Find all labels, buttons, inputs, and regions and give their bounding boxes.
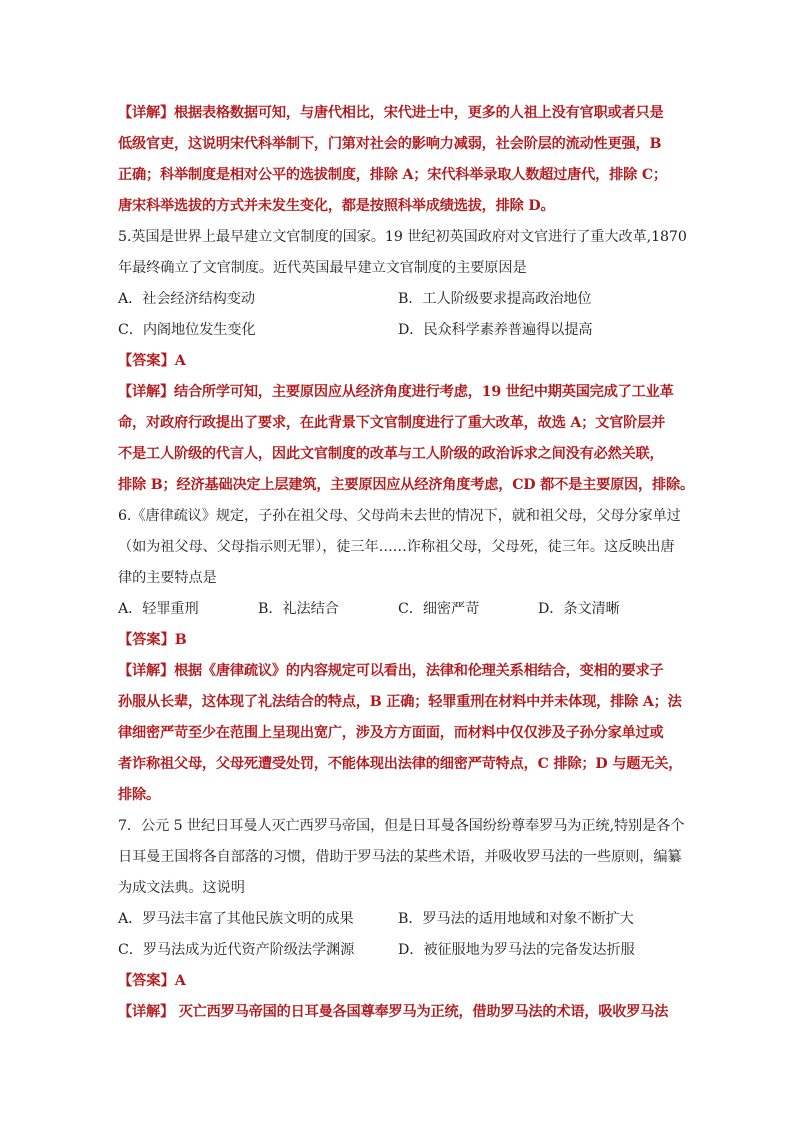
question-stem-line: 7．公元 5 世纪日耳曼人灭亡西罗马帝国，但是日耳曼各国纷纷尊奉罗马为正统,特别是各个 [118,818,685,834]
answer-label: 【答案】B [118,632,187,648]
question-stem-line: 律的主要特点是 [118,570,217,586]
option-a: A．轻罪重刑 [118,601,199,617]
option-c: C．内阁地位发生变化 [118,322,256,338]
question-stem-line: （如为祖父母、父母指示则无罪），徒三年……诈称祖父母，父母死，徒三年。这反映出唐 [118,539,675,555]
options-row [118,315,678,346]
question-5 [118,222,694,501]
option-a: A．社会经济结构变动 [118,291,255,307]
option-b: B．罗马法的适用地域和对象不断扩大 [398,911,634,927]
question-6 [118,501,683,811]
detail-line: 不是工人阶级的代言人，因此文官制度的改革与工人阶级的政治诉求之间没有必然关联， [118,446,664,462]
detail-line: 律细密严苛至少在范围上呈现出宽广，涉及方方面面，而材料中仅仅涉及子孙分家单过或 [118,725,664,741]
document-page [118,98,694,1028]
question-stem-line: 日耳曼王国将各自部落的习惯，借助于罗马法的某些术语，并吸收罗马法的一些原则，编纂 [118,849,682,865]
detail-line: 命，对政府行政提出了要求，在此背景下文官制度进行了重大改革，故选 A；文官阶层并 [118,415,666,431]
detail-line: 唐宋科举选拔的方式并未发生变化，都是按照科举成绩选拔，排除 D。 [118,198,555,214]
option-d: D．条文清晰 [538,601,620,617]
options-row [118,935,678,966]
question-stem-line: 5.英国是世界上最早建立文官制度的国家。19 世纪初英国政府对文官进行了重大改革,1870 [118,229,687,245]
options-row [118,904,678,935]
detail-line: 【详解】根据表格数据可知，与唐代相比，宋代进士中，更多的人祖上没有官职或者只是 [118,105,664,121]
question-stem-line: 年最终确立了文官制度。近代英国最早建立文官制度的主要原因是 [118,260,527,276]
question-stem-line: 为成文法典。这说明 [118,880,245,896]
option-a: A．罗马法丰富了其他民族文明的成果 [118,911,354,927]
option-c: C．细密严苛 [398,601,480,617]
option-d: D．民众科学素养普遍得以提高 [398,322,593,338]
question-7 [118,811,685,1028]
detail-line: 【详解】结合所学可知，主要原因应从经济角度进行考虑，19 世纪中期英国完成了工业革 [118,384,674,400]
options-row [118,594,678,625]
detail-line: 低级官吏，这说明宋代科举制下，门第对社会的影响力减弱，社会阶层的流动性更强，B [118,136,662,152]
options-row [118,284,678,315]
detail-line: 排除 B；经济基础决定上层建筑，主要原因应从经济角度考虑，CD 都不是主要原因，排除。 [118,477,694,493]
option-b: B．礼法结合 [258,601,339,617]
detail-block-prev [118,98,678,222]
detail-line: 孙服从长辈，这体现了礼法结合的特点，B 正确；轻罪重刑在材料中并未体现，排除 A；法 [118,694,682,710]
option-c: C．罗马法成为近代资产阶级法学渊源 [118,942,355,958]
answer-label: 【答案】A [118,973,186,989]
option-b: B．工人阶级要求提高政治地位 [398,291,592,307]
option-d: D．被征服地为罗马法的完备发达折服 [398,942,635,958]
detail-line: 者诈称祖父母，父母死遭受处罚，不能体现出法律的细密严苛特点，C 排除；D 与题无关， [118,756,683,772]
detail-line: 【详解】根据《唐律疏议》的内容规定可以看出，法律和伦理关系相结合，变相的要求子 [118,663,664,679]
detail-line: 【详解】 灭亡西罗马帝国的日耳曼各国尊奉罗马为正统，借助罗马法的术语，吸收罗马法 [118,1004,669,1020]
detail-line: 排除。 [118,787,160,803]
question-stem-line: 6.《唐律疏议》规定，子孙在祖父母、父母尚未去世的情况下，就和祖父母，父母分家单过 [118,508,681,524]
answer-label: 【答案】A [118,353,186,369]
detail-line: 正确；科举制度是相对公平的选拔制度，排除 A；宋代科举录取人数超过唐代，排除 C； [118,167,667,183]
